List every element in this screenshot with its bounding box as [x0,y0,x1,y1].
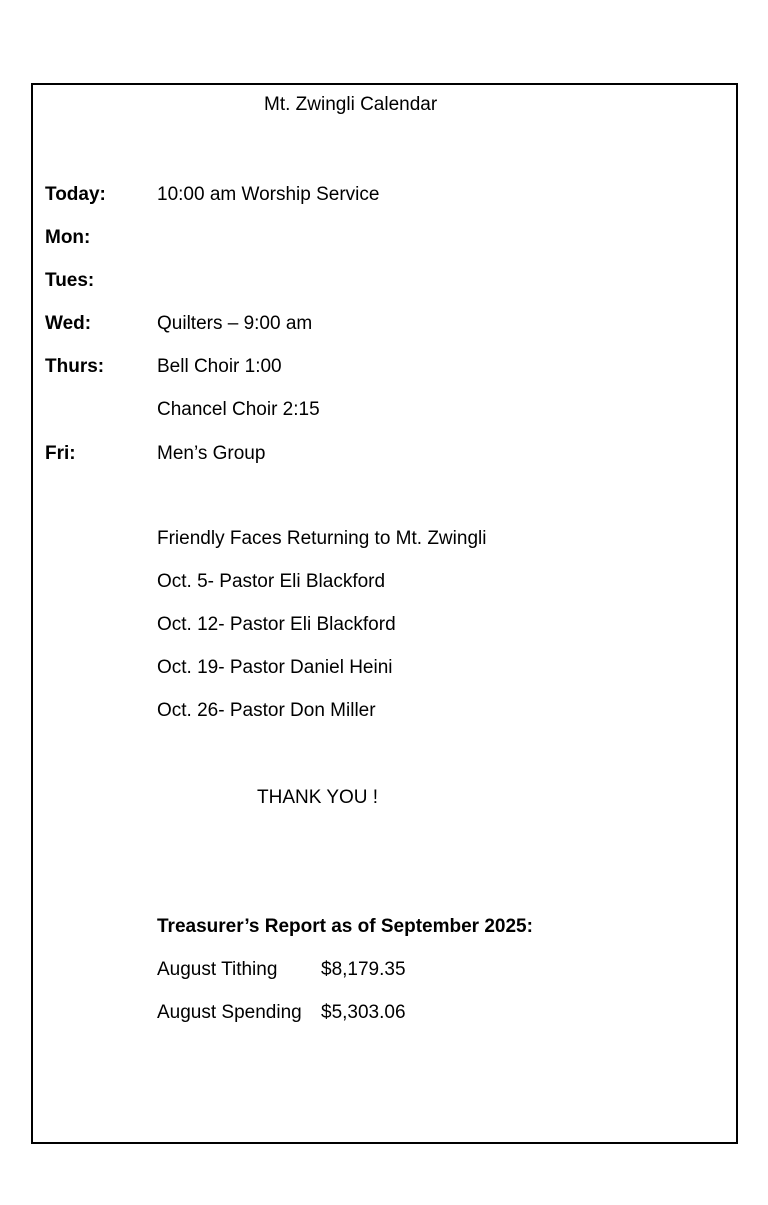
visitor-item: Oct. 19- Pastor Daniel Heini [157,657,393,678]
report-label-tithing: August Tithing [157,959,278,980]
thank-you-note: THANK YOU ! [257,787,379,808]
visitor-item: Oct. 26- Pastor Don Miller [157,700,376,721]
day-label-thurs: Thurs: [45,356,105,377]
event-today-1: 10:00 am Worship Service [157,184,380,205]
event-wed-1: Quilters – 9:00 am [157,313,313,334]
event-fri-1: Men’s Group [157,443,266,464]
day-label-wed: Wed: [45,313,92,334]
day-label-today: Today: [45,184,106,205]
visitor-item: Oct. 5- Pastor Eli Blackford [157,571,386,592]
report-value-tithing: $8,179.35 [321,959,406,980]
event-thurs-1: Bell Choir 1:00 [157,356,282,377]
event-thurs-2: Chancel Choir 2:15 [157,399,320,420]
visitors-heading: Friendly Faces Returning to Mt. Zwingli [157,528,487,549]
day-label-mon: Mon: [45,227,91,248]
visitor-item: Oct. 12- Pastor Eli Blackford [157,614,396,635]
report-label-spending: August Spending [157,1002,302,1023]
treasurer-report-title: Treasurer’s Report as of September 2025: [157,916,533,937]
page-title: Mt. Zwingli Calendar [264,94,438,115]
day-label-tues: Tues: [45,270,95,291]
report-value-spending: $5,303.06 [321,1002,406,1023]
day-label-fri: Fri: [45,443,76,464]
